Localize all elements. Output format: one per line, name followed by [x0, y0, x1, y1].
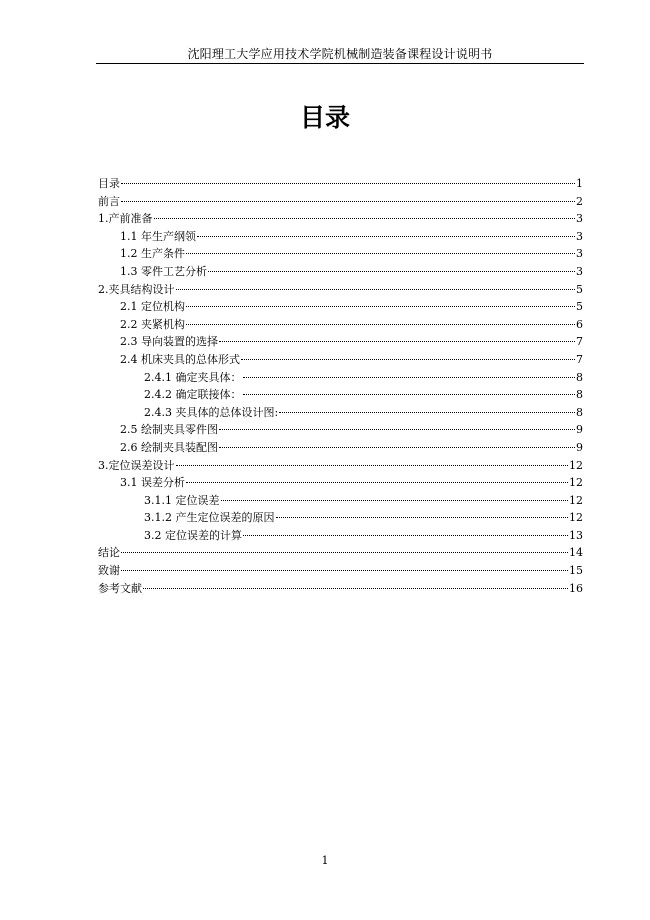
- dot-leader: [186, 324, 575, 325]
- toc-entry-page: 15: [569, 564, 583, 578]
- toc-entry-label: 3.1 误差分析: [120, 476, 185, 490]
- toc-entry[interactable]: [98, 333, 583, 351]
- toc-entry-page: 6: [576, 317, 583, 331]
- toc-entry-label: 3.定位误差设计: [98, 458, 175, 472]
- toc-entry[interactable]: [98, 298, 583, 316]
- toc-entry-label: 参考文献: [98, 581, 142, 595]
- dot-leader: [121, 552, 568, 553]
- toc-entry[interactable]: [98, 421, 583, 439]
- toc-entry[interactable]: [98, 281, 583, 299]
- dot-leader: [208, 271, 575, 272]
- toc-entry-label: 2.5 绘制夹具零件图: [120, 423, 218, 437]
- toc-entry-page: 12: [569, 476, 583, 490]
- toc-entry-page: 7: [576, 352, 583, 366]
- toc-entry-label: 1.2 生产条件: [120, 247, 185, 261]
- toc-entry-label: 2.4.1 确定夹具体：: [144, 370, 242, 384]
- toc-entry[interactable]: [98, 316, 583, 334]
- toc-entry-page: 5: [576, 282, 583, 296]
- toc-entry[interactable]: [98, 580, 583, 598]
- dot-leader: [186, 306, 575, 307]
- toc-entry-page: 5: [576, 300, 583, 314]
- toc-entry-label: 3.1.2 产生定位误差的原因: [144, 511, 275, 525]
- toc-entry[interactable]: [98, 439, 583, 457]
- dot-leader: [186, 482, 568, 483]
- toc-entry-label: 2.2 夹紧机构: [120, 317, 185, 331]
- toc-entry[interactable]: [98, 369, 583, 387]
- toc-entry-page: 14: [569, 546, 583, 560]
- dot-leader: [219, 341, 575, 342]
- toc-entry-page: 12: [569, 511, 583, 525]
- toc-entry[interactable]: [98, 228, 583, 246]
- toc-entry-label: 2.4.3 夹具体的总体设计图:: [144, 405, 279, 419]
- dot-leader: [176, 465, 569, 466]
- dot-leader: [243, 535, 568, 536]
- toc-entry-page: 13: [569, 528, 583, 542]
- toc-entry-page: 3: [576, 212, 583, 226]
- toc-entry-label: 2.4 机床夹具的总体形式: [120, 352, 240, 366]
- toc-entry-label: 结论: [98, 546, 120, 560]
- toc-entry-label: 2.6 绘制夹具装配图: [120, 440, 218, 454]
- toc-entry[interactable]: [98, 386, 583, 404]
- toc-entry-page: 9: [576, 423, 583, 437]
- dot-leader: [276, 517, 569, 518]
- dot-leader: [243, 394, 576, 395]
- dot-leader: [186, 253, 575, 254]
- toc-entry[interactable]: [98, 527, 583, 545]
- dot-leader: [121, 183, 575, 184]
- toc-entry-label: 2.3 导向装置的选择: [120, 335, 218, 349]
- toc-entry-page: 8: [576, 388, 583, 402]
- toc-entry[interactable]: [98, 263, 583, 281]
- toc-entry-page: 9: [576, 440, 583, 454]
- toc-entry-page: 12: [569, 458, 583, 472]
- toc-entry-label: 目录: [98, 177, 120, 190]
- toc-entry-page: 3: [576, 264, 583, 278]
- dot-leader: [219, 429, 575, 430]
- header-rule: [96, 63, 584, 64]
- dot-leader: [219, 447, 575, 448]
- page-title: 目录: [299, 103, 350, 132]
- toc-entry[interactable]: [98, 210, 583, 228]
- toc-entry-page: 3: [576, 247, 583, 261]
- toc-entry[interactable]: [98, 562, 583, 580]
- toc-entry-page: 8: [576, 405, 583, 419]
- toc-entry-page: 2: [576, 194, 583, 208]
- toc-entry-label: 前言: [98, 194, 120, 208]
- dot-leader: [197, 236, 575, 237]
- toc-entry-label: 致谢: [98, 564, 120, 578]
- toc-entry[interactable]: [98, 193, 583, 211]
- toc-entry[interactable]: [98, 544, 583, 562]
- dot-leader: [143, 588, 568, 589]
- toc-entry-label: 3.1.1 定位误差: [144, 493, 220, 507]
- running-header-title: 沈阳理工大学应用技术学院机械制造装备课程设计说明书: [187, 47, 493, 61]
- toc-entry-page: 1: [576, 177, 583, 190]
- dot-leader: [241, 359, 575, 360]
- toc-entry[interactable]: [98, 404, 583, 422]
- toc-entry-page: 3: [576, 229, 583, 243]
- toc-entry[interactable]: [98, 175, 583, 193]
- page-number: 1: [321, 854, 329, 867]
- toc-entry-label: 1.1 年生产纲领: [120, 229, 196, 243]
- toc-entry-label: 3.2 定位误差的计算: [144, 528, 242, 542]
- toc-entry-label: 2.1 定位机构: [120, 300, 185, 314]
- toc-entry-label: 1.产前准备: [98, 212, 153, 226]
- dot-leader: [243, 377, 576, 378]
- table-of-contents: [98, 175, 583, 597]
- dot-leader: [221, 500, 569, 501]
- toc-entry[interactable]: [98, 457, 583, 475]
- toc-entry-label: 1.3 零件工艺分析: [120, 264, 207, 278]
- toc-entry[interactable]: [98, 509, 583, 527]
- toc-entry[interactable]: [98, 351, 583, 369]
- toc-entry-page: 8: [576, 370, 583, 384]
- toc-entry-label: 2.4.2 确定联接体：: [144, 388, 242, 402]
- toc-entry-page: 12: [569, 493, 583, 507]
- toc-entry[interactable]: [98, 492, 583, 510]
- dot-leader: [176, 289, 576, 290]
- dot-leader: [154, 218, 576, 219]
- toc-entry[interactable]: [98, 245, 583, 263]
- toc-entry-page: 7: [576, 335, 583, 349]
- dot-leader: [121, 201, 575, 202]
- dot-leader: [121, 570, 568, 571]
- dot-leader: [279, 412, 575, 413]
- toc-entry-page: 16: [569, 581, 583, 595]
- toc-entry[interactable]: [98, 474, 583, 492]
- toc-entry-label: 2.夹具结构设计: [98, 282, 175, 296]
